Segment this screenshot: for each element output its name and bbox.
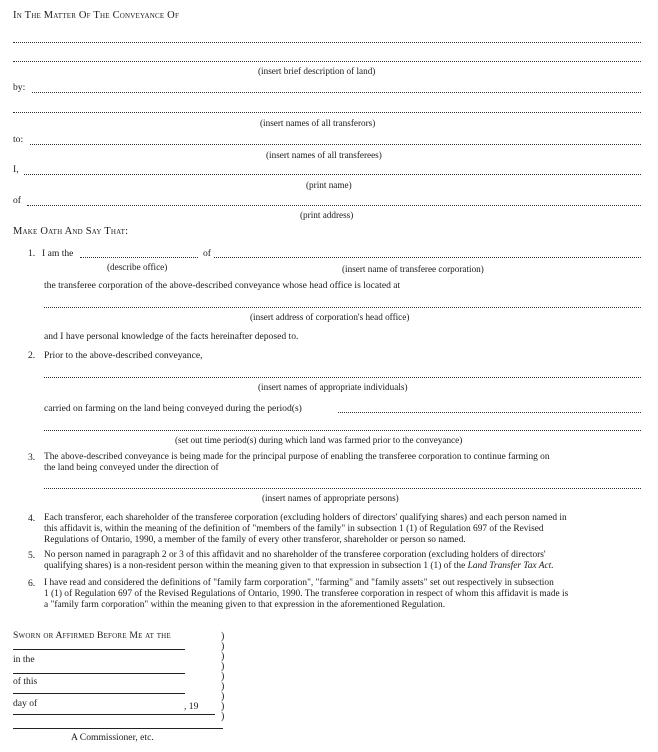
para-3-line-2: the land being conveyed under the direction of xyxy=(44,463,219,474)
print-address-caption: (print address) xyxy=(300,210,354,220)
transferors-line-2[interactable] xyxy=(13,112,641,113)
transferees-line[interactable] xyxy=(30,144,641,145)
office-line[interactable] xyxy=(80,257,198,258)
sworn-line[interactable] xyxy=(13,649,185,650)
print-name-caption: (print name) xyxy=(306,180,352,190)
para-3-number: 3. xyxy=(28,452,36,463)
period-line-2[interactable] xyxy=(44,430,641,431)
persons-line[interactable] xyxy=(44,488,641,489)
name-line[interactable] xyxy=(24,174,641,175)
transferees-caption: (insert names of all transferees) xyxy=(266,150,382,160)
in-the-line[interactable] xyxy=(13,673,185,674)
of-this-line[interactable] xyxy=(13,693,185,694)
of-label: of xyxy=(13,195,21,206)
land-line-1[interactable] xyxy=(13,42,641,43)
para-4-number: 4. xyxy=(28,513,36,524)
i-label: I, xyxy=(13,164,19,175)
oath-heading: Make Oath And Say That: xyxy=(13,226,129,237)
transferee-corp-caption: (insert name of transferee corporation) xyxy=(342,264,484,274)
para-4-line-2: this affidavit is, within the meaning of the definition of "members of the family" in subsection 1 (1) of Regulation 697 of the Revised xyxy=(44,524,544,535)
year-label: , 19 xyxy=(184,701,199,712)
period-line-1[interactable] xyxy=(338,412,641,413)
day-line[interactable] xyxy=(13,714,215,715)
para-5-text xyxy=(44,550,554,572)
para-1-of: of xyxy=(203,248,211,259)
head-office-caption: (insert address of corporation's head office) xyxy=(250,312,410,322)
para-4-line-1: Each transferor, each shareholder of the transferee corporation (excluding holders of directors' qualifying shares) and each person named in xyxy=(44,513,567,523)
individuals-caption: (insert names of appropriate individuals) xyxy=(258,382,408,392)
individuals-line[interactable] xyxy=(44,377,641,378)
para-5-line-2-wrap xyxy=(44,561,554,572)
time-period-caption: (set out time period(s) during which land was farmed prior to the conveyance) xyxy=(175,435,463,445)
of-this-label: of this xyxy=(13,676,38,687)
sworn-label: Sworn or Affirmed Before Me at the xyxy=(13,630,171,641)
para-4-line-3: Regulations of Ontario, 1990, a member of the family of every other transferor, shareholder or person so named. xyxy=(44,535,466,546)
para-2-number: 2. xyxy=(28,350,36,361)
para-1-line-2: the transferee corporation of the above-described conveyance whose head office is located at xyxy=(44,280,401,291)
conveyance-heading: In The Matter Of The Conveyance Of xyxy=(13,10,180,21)
land-caption: (insert brief description of land) xyxy=(258,66,376,76)
para-2-line-2: carried on farming on the land being conveyed during the period(s) xyxy=(44,403,302,414)
persons-caption: (insert names of appropriate persons) xyxy=(262,493,399,503)
para-1-number: 1. xyxy=(28,248,36,259)
para-3-line-1: The above-described conveyance is being made for the principal purpose of enabling the transferee corporation to continue farming on xyxy=(44,452,550,462)
describe-office-caption: (describe office) xyxy=(107,262,168,272)
day-of-label: day of xyxy=(13,698,38,709)
para-2-lead: Prior to the above-described conveyance, xyxy=(44,350,203,361)
para-1-line-3: and I have personal knowledge of the facts hereinafter deposed to. xyxy=(44,331,299,342)
para-6-line-1: I have read and considered the definitions of "family farm corporation", "farming" and "family assets" set out respectively in subsection xyxy=(44,578,554,588)
para-5-line-2: qualifying shares) is a non-resident person within the meaning given to that expression in subsection 1 (1) of the xyxy=(44,561,466,572)
land-line-2[interactable] xyxy=(13,61,641,62)
para-3-text xyxy=(44,452,550,474)
para-6-line-3: a "family farm corporation" within the meaning given to that expression in the aforementioned Regulation. xyxy=(44,600,446,611)
para-5-line-1: No person named in paragraph 2 or 3 of this affidavit and no shareholder of the transferee corporation (excluding holders of directors' xyxy=(44,550,546,560)
in-the-label: in the xyxy=(13,654,35,665)
to-label: to: xyxy=(13,134,24,145)
para-5-number: 5. xyxy=(28,550,36,561)
transferors-caption: (insert names of all transferors) xyxy=(260,118,376,128)
brace-column: ) ) ) ) ) ) ) ) ) xyxy=(221,631,225,722)
head-office-line[interactable] xyxy=(44,307,641,308)
corporation-line[interactable] xyxy=(214,257,641,258)
para-6-line-2: 1 (1) of Regulation 697 of the Revised Regulations of Ontario, 1990. The transferee corporation in respect of whom this affidavit is made is xyxy=(44,589,569,600)
commissioner-signature-line[interactable] xyxy=(13,728,223,729)
para-4-text xyxy=(44,513,567,547)
by-label: by: xyxy=(13,82,26,93)
address-line[interactable] xyxy=(27,205,641,206)
para-6-number: 6. xyxy=(28,578,36,589)
commissioner-label: A Commissioner, etc. xyxy=(71,732,154,743)
para-1-lead: I am the xyxy=(42,248,74,259)
transferors-line-1[interactable] xyxy=(32,92,641,93)
para-6-text xyxy=(44,578,568,612)
act-title: Land Transfer Tax Act. xyxy=(467,561,554,572)
